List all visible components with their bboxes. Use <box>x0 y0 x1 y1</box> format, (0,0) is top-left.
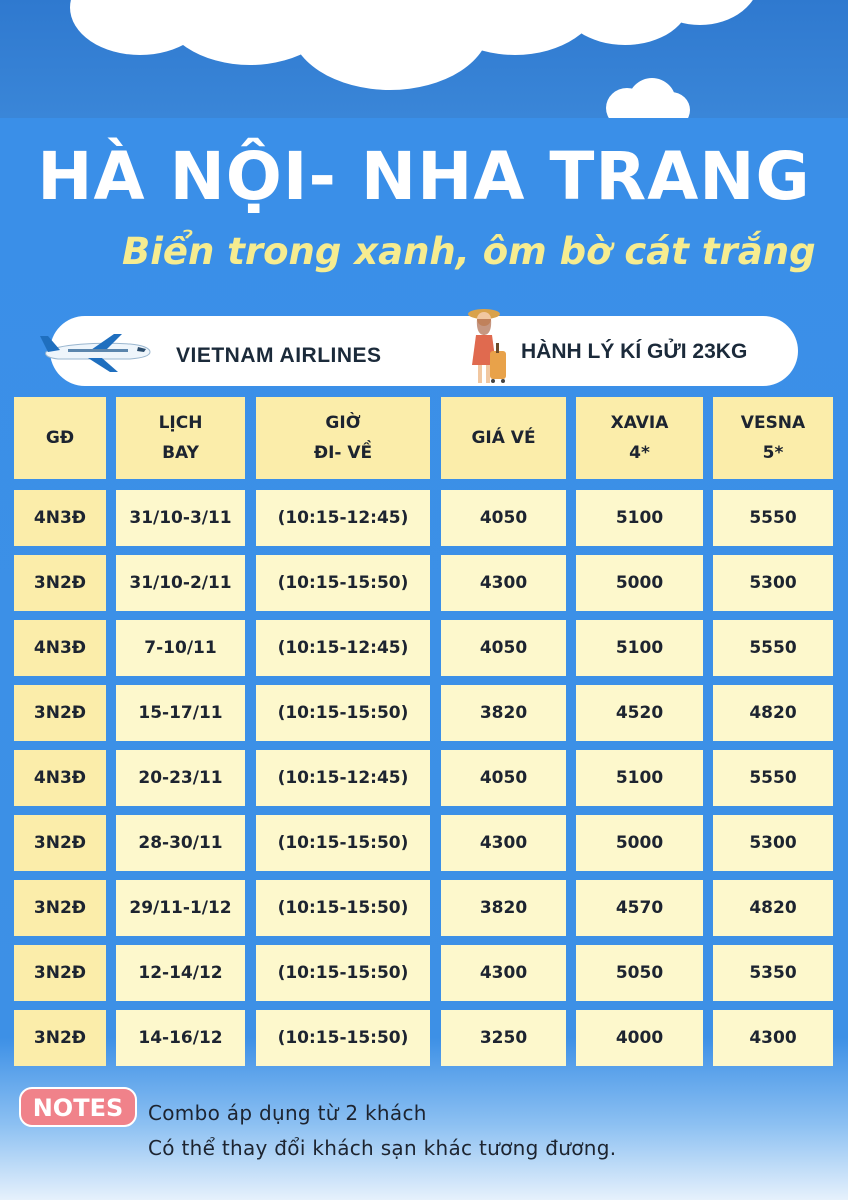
table-cell-xavia-price: 5100 <box>576 750 703 806</box>
table-cell-time: (10:15-12:45) <box>256 750 430 806</box>
table-cell-vesna-price: 5550 <box>713 620 833 676</box>
notes-badge <box>18 1082 140 1132</box>
note-line: Có thể thay đổi khách sạn khác tương đương. <box>148 1136 617 1160</box>
table-cell-xavia-price: 5100 <box>576 490 703 546</box>
table-cell-gd: 4N3Đ <box>14 620 106 676</box>
notes-badge-label: NOTES <box>32 1094 124 1122</box>
table-cell-time: (10:15-12:45) <box>256 490 430 546</box>
table-cell-ticket-price: 4050 <box>441 620 566 676</box>
table-cell-ticket-price: 3250 <box>441 1010 566 1066</box>
airplane-icon <box>38 330 156 374</box>
table-cell-time: (10:15-15:50) <box>256 945 430 1001</box>
table-cell-xavia-price: 5050 <box>576 945 703 1001</box>
table-cell-ticket-price: 4300 <box>441 815 566 871</box>
table-cell-ticket-price: 4300 <box>441 945 566 1001</box>
note-line: Combo áp dụng từ 2 khách <box>148 1101 427 1125</box>
table-cell-ticket-price: 4050 <box>441 750 566 806</box>
table-cell-schedule: 15-17/11 <box>116 685 245 741</box>
table-cell-vesna-price: 5550 <box>713 490 833 546</box>
table-cell-schedule: 14-16/12 <box>116 1010 245 1066</box>
header-cell-ticket-price: GIÁ VÉ <box>441 397 566 479</box>
baggage-label: HÀNH LÝ KÍ GỬI 23KG <box>521 340 748 363</box>
table-cell-vesna-price: 5550 <box>713 750 833 806</box>
table-cell-xavia-price: 4000 <box>576 1010 703 1066</box>
table-cell-ticket-price: 3820 <box>441 880 566 936</box>
table-cell-vesna-price: 5300 <box>713 555 833 611</box>
table-cell-gd: 3N2Đ <box>14 555 106 611</box>
traveler-luggage-icon <box>466 305 512 387</box>
table-cell-schedule: 31/10-3/11 <box>116 490 245 546</box>
table-cell-xavia-price: 4520 <box>576 685 703 741</box>
header-cell-vesna-price: VESNA 5* <box>713 397 833 479</box>
table-cell-schedule: 31/10-2/11 <box>116 555 245 611</box>
table-cell-vesna-price: 5350 <box>713 945 833 1001</box>
table-cell-time: (10:15-15:50) <box>256 1010 430 1066</box>
table-cell-gd: 3N2Đ <box>14 945 106 1001</box>
table-cell-schedule: 20-23/11 <box>116 750 245 806</box>
table-cell-vesna-price: 4820 <box>713 685 833 741</box>
table-cell-time: (10:15-15:50) <box>256 685 430 741</box>
table-cell-vesna-price: 4820 <box>713 880 833 936</box>
table-cell-gd: 3N2Đ <box>14 815 106 871</box>
table-cell-schedule: 28-30/11 <box>116 815 245 871</box>
table-cell-schedule: 7-10/11 <box>116 620 245 676</box>
page-title: HÀ NỘI- NHA TRANG <box>37 138 811 215</box>
table-cell-vesna-price: 5300 <box>713 815 833 871</box>
table-cell-time: (10:15-15:50) <box>256 815 430 871</box>
table-cell-xavia-price: 4570 <box>576 880 703 936</box>
table-cell-time: (10:15-15:50) <box>256 880 430 936</box>
table-cell-gd: 3N2Đ <box>14 685 106 741</box>
table-cell-time: (10:15-15:50) <box>256 555 430 611</box>
table-cell-schedule: 29/11-1/12 <box>116 880 245 936</box>
header-cell-xavia-price: XAVIA 4* <box>576 397 703 479</box>
sky-banner <box>0 0 848 118</box>
table-cell-ticket-price: 4300 <box>441 555 566 611</box>
table-cell-ticket-price: 4050 <box>441 490 566 546</box>
table-cell-ticket-price: 3820 <box>441 685 566 741</box>
table-cell-xavia-price: 5100 <box>576 620 703 676</box>
table-cell-gd: 4N3Đ <box>14 490 106 546</box>
table-cell-gd: 4N3Đ <box>14 750 106 806</box>
header-cell-time: GIỜ ĐI- VỀ <box>256 397 430 479</box>
header-cell-gd: GĐ <box>14 397 106 479</box>
table-cell-schedule: 12-14/12 <box>116 945 245 1001</box>
table-cell-xavia-price: 5000 <box>576 555 703 611</box>
page-subtitle: Biển trong xanh, ôm bờ cát trắng <box>122 230 816 273</box>
table-cell-gd: 3N2Đ <box>14 1010 106 1066</box>
header-cell-schedule: LỊCH BAY <box>116 397 245 479</box>
table-cell-gd: 3N2Đ <box>14 880 106 936</box>
table-cell-xavia-price: 5000 <box>576 815 703 871</box>
table-cell-time: (10:15-12:45) <box>256 620 430 676</box>
airline-label: VIETNAM AIRLINES <box>176 344 382 367</box>
table-cell-vesna-price: 4300 <box>713 1010 833 1066</box>
